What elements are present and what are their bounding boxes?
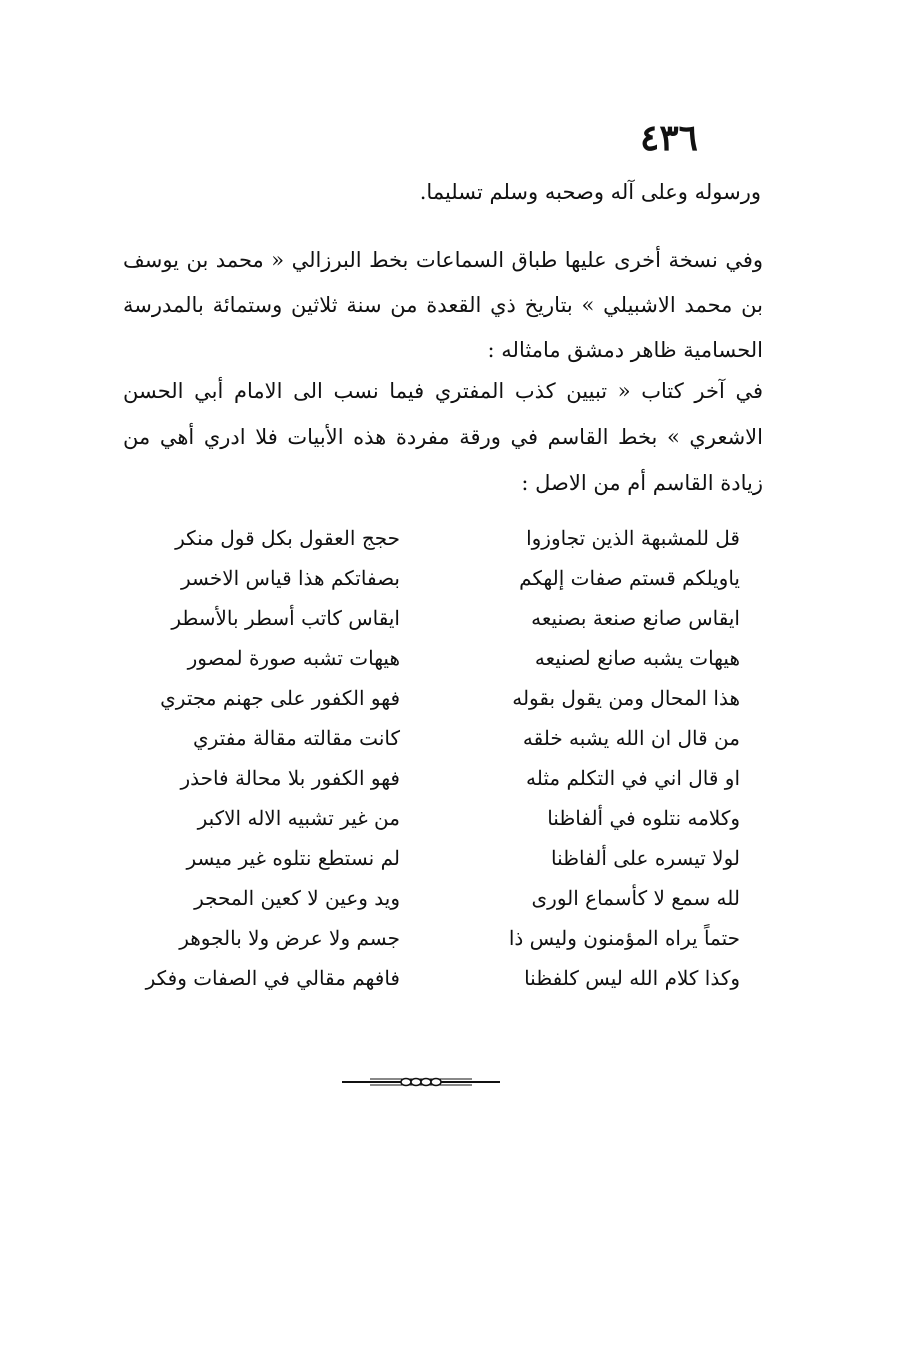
poem-verse [120,518,740,558]
poem-verse [120,958,740,998]
verse-second-hemistich: جسم ولا عرض ولا بالجوهر [179,926,400,950]
verse-first-hemistich: من قال ان الله يشبه خلقه [522,726,740,750]
poem-verse [120,798,740,838]
manuscript-note-paragraph: وفي نسخة أخرى عليها طباق السماعات بخط البرزالي « محمد بن يوسف بن محمد الاشبيلي » بتاريخ ذي القعدة من سنة ثلاثين وستمائة بالمدرسة الحسامية ظاهر دمشق مامثاله : [123,248,763,362]
poem-verse [120,878,740,918]
verse-second-hemistich: بصفاتكم هذا قياس الاخسر [180,566,400,590]
verse-first-hemistich: او قال اني في التكلم مثله [526,766,740,790]
verse-first-hemistich: وكلامه نتلوه في ألفاظنا [547,806,740,830]
verse-second-hemistich: ويد وعين لا كعين المحجر [194,886,400,910]
verse-second-hemistich: فافهم مقالي في الصفات وفكر [145,966,400,990]
verse-first-hemistich: ايقاس صانع صنعة بصنيعه [531,606,740,630]
verse-first-hemistich: هيهات يشبه صانع لصنيعه [534,646,740,670]
verse-second-hemistich: هيهات تشبه صورة لمصور [187,646,400,670]
poem-verse [120,598,740,638]
poem [120,518,740,998]
verse-first-hemistich: هذا المحال ومن يقول بقوله [512,686,740,710]
poem-verse [120,718,740,758]
verse-second-hemistich: من غير تشبيه الاله الاكبر [197,806,400,830]
continuation-line: ورسوله وعلى آله وصحبه وسلم تسليما. [419,180,761,204]
poem-verse [120,918,740,958]
verse-second-hemistich: لم نستطع نتلوه غير ميسر [186,846,400,870]
verse-first-hemistich: قل للمشبهة الذين تجاوزوا [526,526,740,550]
poem-verse [120,838,740,878]
verse-second-hemistich: فهو الكفور بلا محالة فاحذر [180,766,400,790]
verse-first-hemistich: لولا تيسره على ألفاظنا [551,846,740,870]
poem-verse [120,678,740,718]
page-number: ٤٣٦ [640,117,699,159]
verse-first-hemistich: ياويلكم قستم صفات إلهكم [519,566,740,590]
verse-first-hemistich: حتماً يراه المؤمنون وليس ذا [508,926,740,950]
verse-second-hemistich: حجج العقول بكل قول منكر [175,526,400,550]
verse-first-hemistich: لله سمع لا كأسماع الورى [531,886,740,910]
verse-second-hemistich: ايقاس كاتب أسطر بالأسطر [171,606,400,630]
verses-intro-paragraph: في آخر كتاب « تبيين كذب المفتري فيما نسب الى الامام أبي الحسن الاشعري » بخط القاسم في ورقة مفردة هذه الأبيات فلا ادري أهي من زيادة القاسم أم من الاصل : [123,379,763,495]
poem-verse [120,558,740,598]
poem-verse [120,638,740,678]
poem-verse [120,758,740,798]
verse-second-hemistich: فهو الكفور على جهنم مجتري [160,686,400,710]
verse-second-hemistich: كانت مقالته مقالة مفتري [193,726,400,750]
ornamental-divider-icon [340,1074,502,1090]
verse-first-hemistich: وكذا كلام الله ليس كلفظنا [524,966,740,990]
